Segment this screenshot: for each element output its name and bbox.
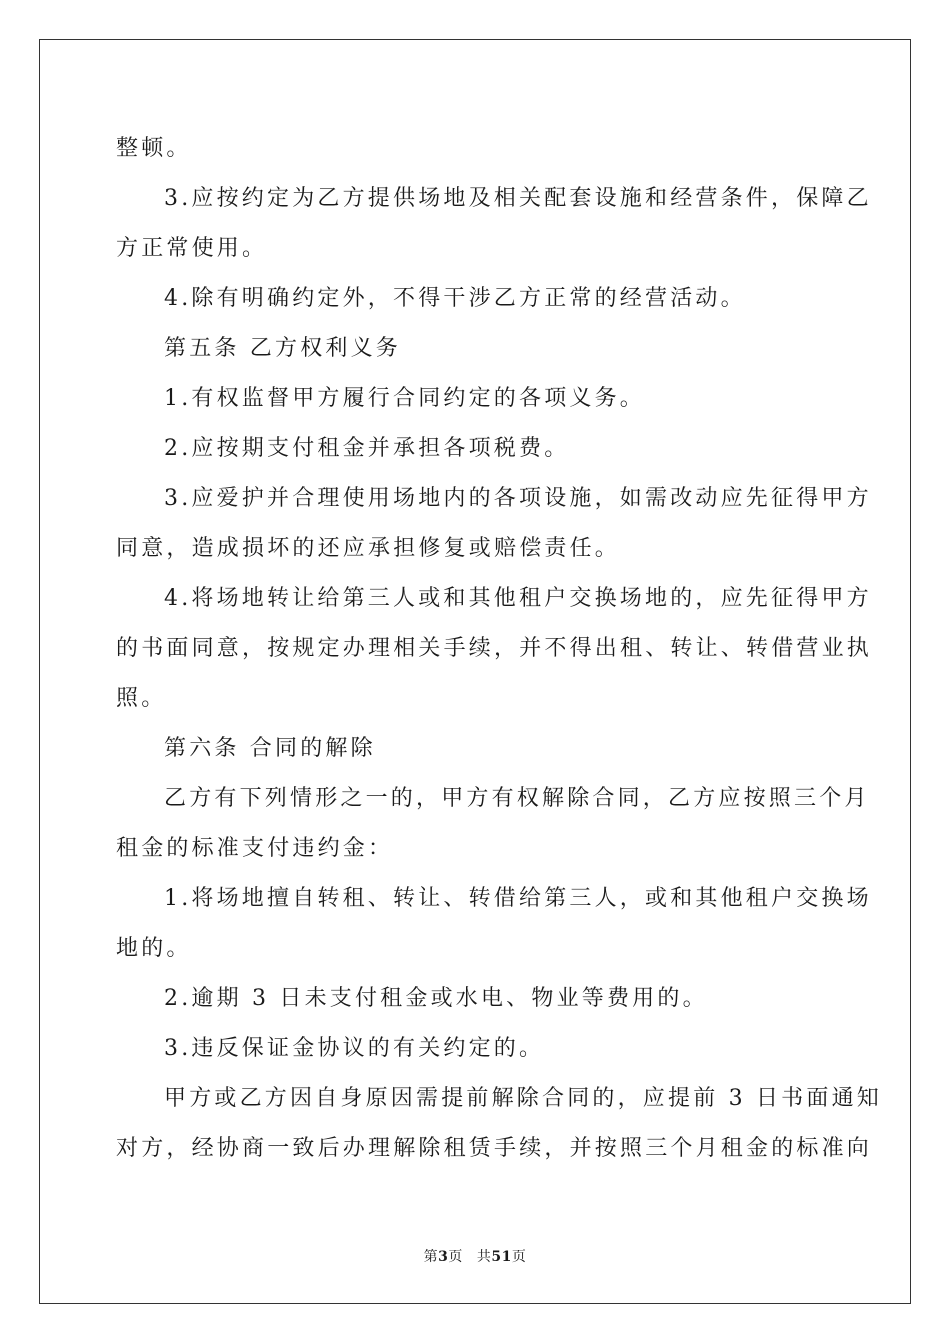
page-suffix: 页: [448, 1249, 463, 1265]
text-line: 2.应按期支付租金并承担各项税费。: [164, 436, 570, 461]
page-prefix: 第: [423, 1249, 439, 1265]
text-line: 1.有权监督甲方履行合同约定的各项义务。: [164, 386, 645, 411]
text-line: 4.除有明确约定外，不得干涉乙方正常的经营活动。: [164, 286, 746, 311]
total-prefix: 共: [476, 1249, 492, 1265]
text-line: 整顿。: [116, 136, 192, 161]
text-line: 同意，造成损坏的还应承担修复或赔偿责任。: [116, 536, 621, 561]
text-line: 照。: [116, 686, 167, 711]
section-heading: 第五条 乙方权利义务: [164, 336, 401, 361]
section-heading: 第六条 合同的解除: [164, 736, 376, 761]
text-line: 甲方或乙方因自身原因需提前解除合同的，应提前 3 日书面通知: [164, 1086, 882, 1111]
text-line: 4.将场地转让给第三人或和其他租户交换场地的，应先征得甲方: [164, 586, 872, 611]
total-pages: 51: [491, 1249, 512, 1265]
text-line: 对方，经协商一致后办理解除租赁手续，并按照三个月租金的标准向: [116, 1136, 873, 1161]
text-line: 乙方有下列情形之一的，甲方有权解除合同，乙方应按照三个月: [164, 786, 870, 811]
text-line: 3.应按约定为乙方提供场地及相关配套设施和经营条件，保障乙: [164, 186, 872, 211]
text-line: 3.应爱护并合理使用场地内的各项设施，如需改动应先征得甲方: [164, 486, 872, 511]
page-number: 3: [438, 1249, 449, 1265]
document-body: [116, 124, 882, 1174]
text-line: 2.逾期 3 日未支付租金或水电、物业等费用的。: [164, 986, 708, 1011]
total-suffix: 页: [511, 1249, 527, 1265]
text-line: 方正常使用。: [116, 236, 268, 261]
text-line: 1.将场地擅自转租、转让、转借给第三人，或和其他租户交换场: [164, 886, 872, 911]
text-line: 的书面同意，按规定办理相关手续，并不得出租、转让、转借营业执: [116, 636, 873, 661]
page-footer: [0, 1246, 950, 1266]
text-line: 地的。: [116, 936, 192, 961]
text-line: 租金的标准支付违约金：: [116, 836, 394, 861]
text-line: 3.违反保证金协议的有关约定的。: [164, 1036, 545, 1061]
